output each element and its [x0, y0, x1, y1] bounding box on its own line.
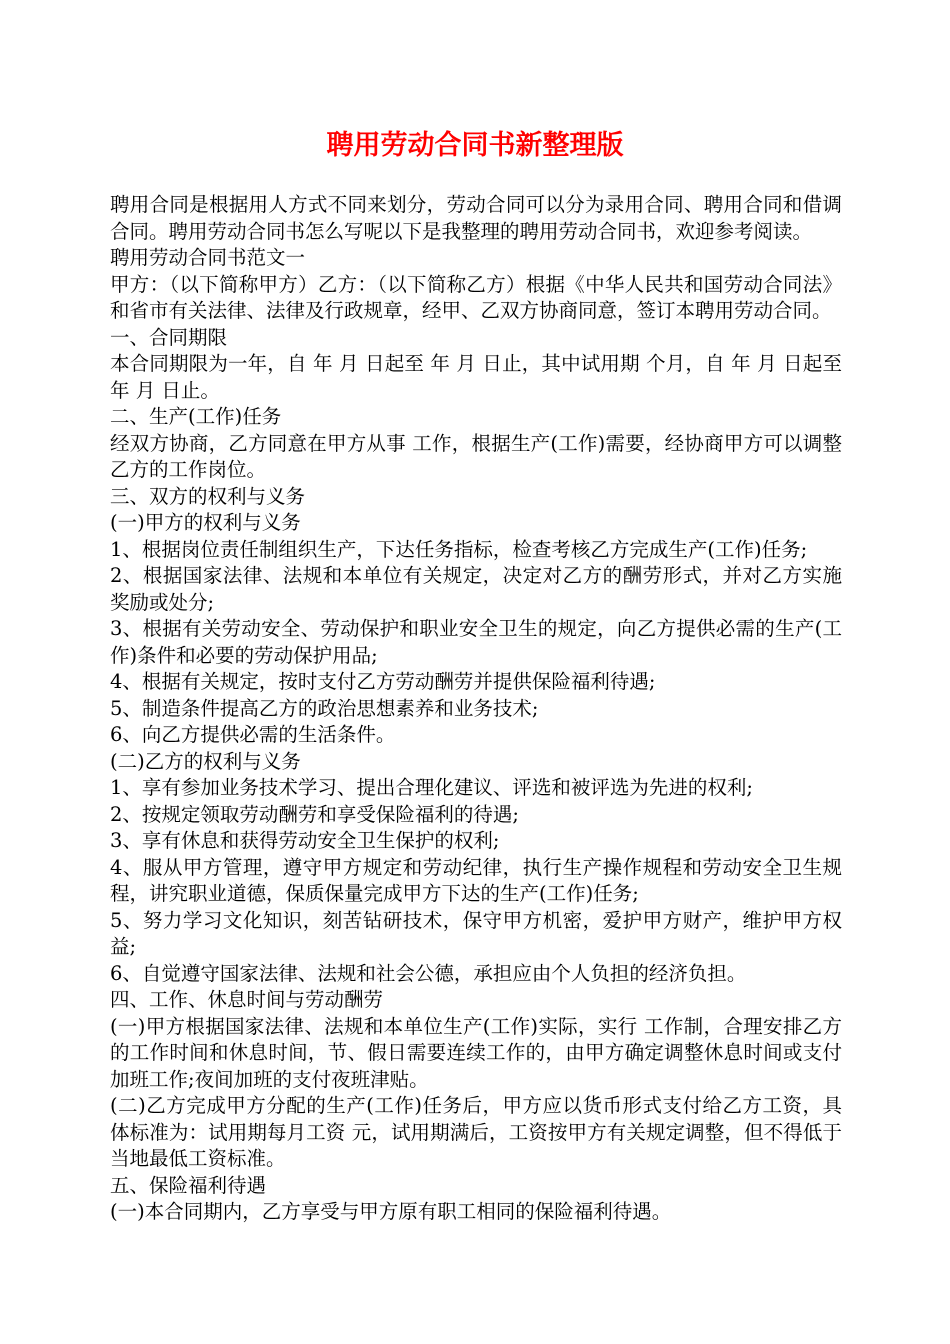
section-heading-task: 二、生产(工作)任务 — [110, 405, 282, 428]
list-item: 2、根据国家法律、法规和本单位有关规定，决定对乙方的酬劳形式，并对乙方实施奖励或处分; — [110, 564, 842, 614]
list-item: 1、享有参加业务技术学习、提出合理化建议、评选和被评选为先进的权利; — [110, 776, 753, 799]
list-item: 4、服从甲方管理，遵守甲方规定和劳动纪律，执行生产操作规程和劳动安全卫生规程，讲究职业道德，保质保量完成甲方下达的生产(工作)任务; — [110, 855, 842, 905]
document-body — [110, 192, 842, 1226]
task-paragraph: 经双方协商，乙方同意在甲方从事 工作，根据生产(工作)需要，经协商甲方可以调整乙方的工作岗位。 — [110, 431, 842, 481]
list-item: 3、享有休息和获得劳动安全卫生保护的权利; — [110, 829, 500, 852]
list-item: 5、努力学习文化知识，刻苦钻研技术，保守甲方机密，爱护甲方财产，维护甲方权益; — [110, 908, 842, 958]
list-item: 6、自觉遵守国家法律、法规和社会公德，承担应由个人负担的经济负担。 — [110, 961, 747, 985]
list-item: 1、根据岗位责任制组织生产，下达任务指标，检查考核乙方完成生产(工作)任务; — [110, 537, 808, 561]
term-paragraph: 本合同期限为一年，自 年 月 日起至 年 月 日止，其中试用期 个月，自 年 月 日起至 年 月 日止。 — [110, 352, 842, 402]
section-heading-term: 一、合同期限 — [110, 325, 228, 349]
list-item: 4、根据有关规定，按时支付乙方劳动酬劳并提供保险福利待遇; — [110, 670, 656, 693]
document-title: 聘用劳动合同书新整理版 — [326, 130, 624, 161]
section-heading-insurance: 五、保险福利待遇 — [110, 1173, 267, 1197]
sample-heading: 聘用劳动合同书范文一 — [110, 246, 306, 269]
subsection-heading-party-b: (二)乙方的权利与义务 — [110, 749, 301, 773]
parties-paragraph: 甲方：（以下简称甲方）乙方：（以下简称乙方）根据《中华人民共和国劳动合同法》和省市有关法律、法律及行政规章，经甲、乙双方协商同意，签订本聘用劳动合同。 — [110, 272, 842, 322]
wage-paragraph: (二)乙方完成甲方分配的生产(工作)任务后，甲方应以货币形式支付给乙方工资，具体标准为：试用期每月工资 元，试用期满后，工资按甲方有关规定调整，但不得低于当地最低工资标准。 — [110, 1094, 842, 1170]
list-item: 6、向乙方提供必需的生活条件。 — [110, 723, 396, 746]
list-item: 3、根据有关劳动安全、劳动保护和职业安全卫生的规定，向乙方提供必需的生产(工作)条件和必要的劳动保护用品; — [110, 617, 842, 667]
list-item: 5、制造条件提高乙方的政治思想素养和业务技术; — [110, 696, 539, 720]
intro-paragraph: 聘用合同是根据用人方式不同来划分，劳动合同可以分为录用合同、聘用合同和借调合同。聘用劳动合同书怎么写呢以下是我整理的聘用劳动合同书，欢迎参考阅读。 — [110, 193, 842, 243]
section-heading-rights: 三、双方的权利与义务 — [110, 484, 306, 508]
section-heading-hours: 四、工作、休息时间与劳动酬劳 — [110, 988, 384, 1011]
hours-paragraph: (一)甲方根据国家法律、法规和本单位生产(工作)实际，实行 工作制，合理安排乙方的工作时间和休息时间，节、假日需要连续工作的，由甲方确定调整休息时间或支付加班工作;夜间加班的支付夜班津贴。 — [110, 1014, 842, 1091]
list-item: 2、按规定领取劳动酬劳和享受保险福利的待遇; — [110, 802, 519, 826]
subsection-heading-party-a: (一)甲方的权利与义务 — [110, 511, 301, 534]
insurance-paragraph: (一)本合同期内，乙方享受与甲方原有职工相同的保险福利待遇。 — [110, 1200, 672, 1223]
